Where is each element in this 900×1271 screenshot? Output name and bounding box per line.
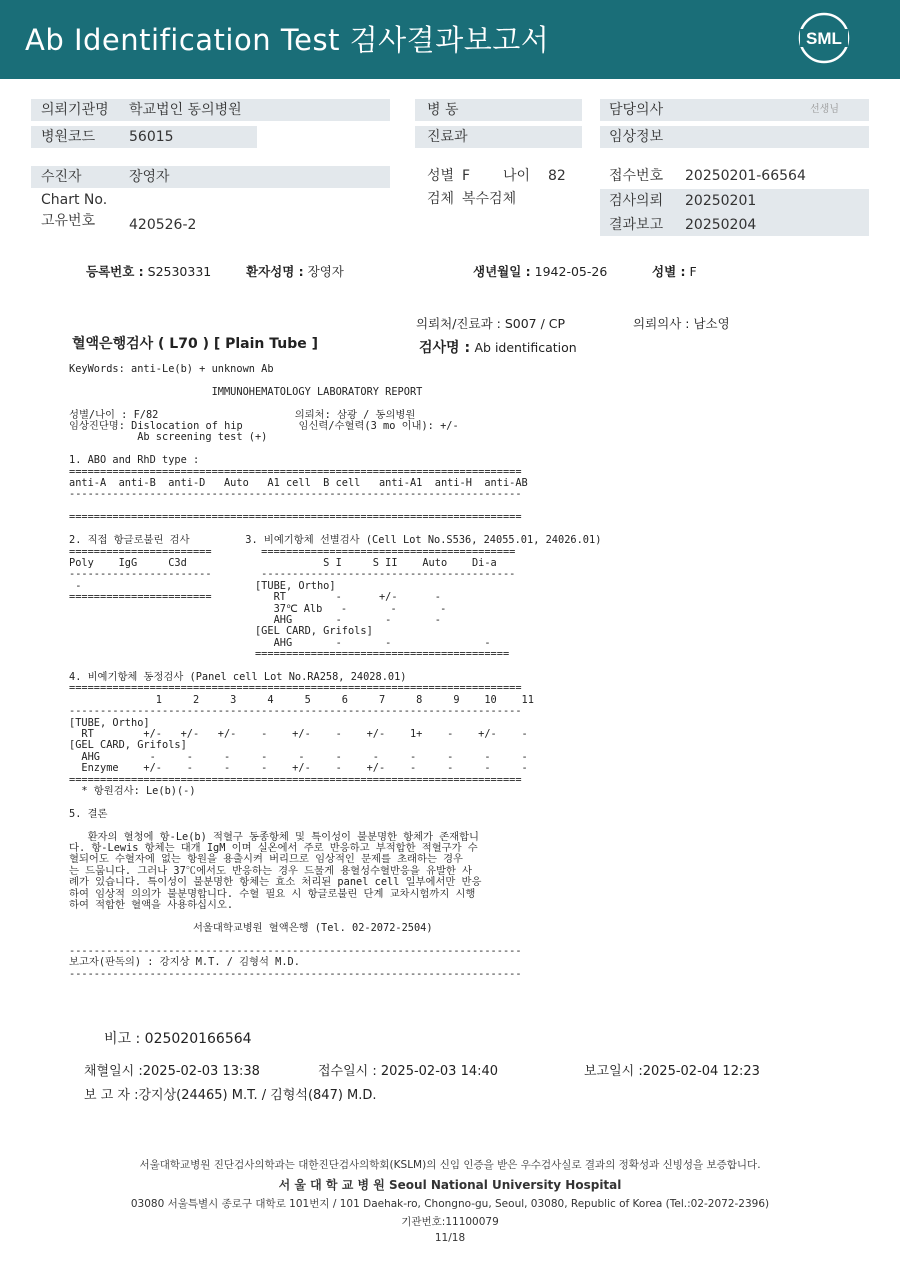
report-line: * 항원검사: Le(b)(-) — [69, 785, 196, 798]
test-method: 검사명 : Ab identification — [419, 340, 577, 356]
sml-logo-icon — [798, 12, 850, 64]
report-line — [69, 398, 601, 409]
report-line: 5. 결론 — [69, 807, 108, 820]
report-line: Poly IgG C3d S I S II Auto Di-a — [69, 556, 497, 569]
report-line: 례가 있습니다. 특이성이 불분명한 항체는 효소 처리된 panel cell 일부에서만 반응 — [69, 876, 482, 889]
report-line: ========================================================================= — [69, 773, 522, 786]
footer-address: 03080 서울특별시 종로구 대학로 101번지 / 101 Daehak-ro, Chongno-gu, Seoul, 03080, Republic of Korea (Tel.:02-2072-2396) — [130, 1198, 770, 1210]
report-line: ======================= ========================================= — [69, 545, 516, 558]
report-time: 보고일시 :2025-02-04 12:23 — [584, 1064, 760, 1079]
uid-value: 420526-2 — [129, 217, 197, 233]
patient-value: 장영자 — [129, 169, 170, 185]
receive-time: 접수일시 : 2025-02-03 14:40 — [318, 1064, 499, 1079]
report-title: Ab Identification Test 검사결과보고서 — [25, 23, 550, 57]
test-requester: 의뢰의사 : 남소영 — [633, 316, 730, 331]
footer-hospital-name: 서 울 대 학 교 병 원 Seoul National University Hospital — [278, 1178, 622, 1192]
reporter: 보 고 자 :강지상(24465) M.T. / 김형석(847) M.D. — [84, 1088, 377, 1103]
lab-report-body — [69, 364, 601, 980]
dept-label: 진료과 — [427, 129, 468, 145]
test-dept: 의뢰처/진료과 : S007 / CP — [416, 316, 566, 331]
report-value: 20250204 — [685, 217, 757, 233]
org-label: 의뢰기관명 — [41, 102, 109, 118]
report-line: [GEL CARD, Grifols] — [69, 625, 373, 638]
report-line — [69, 934, 601, 945]
report-line: 성별/나이 : F/82 의뢰처: 삼광 / 동의병원 — [69, 408, 416, 421]
chart-label: Chart No. — [41, 192, 108, 208]
report-line: Enzyme +/- - - - +/- - +/- - - - - — [69, 762, 528, 775]
report-line: ------------------------------------------------------------------------- — [69, 967, 522, 980]
page-number: 11/18 — [434, 1232, 466, 1244]
registration-number: 등록번호 : S2530331 — [86, 264, 212, 279]
registration-name: 환자성명 : 장영자 — [246, 264, 344, 279]
remark: 비고 : 025020166564 — [104, 1031, 252, 1047]
report-line: 보고자(판독의) : 강지상 M.T. / 김형석 M.D. — [69, 956, 300, 969]
code-label: 병원코드 — [41, 129, 96, 145]
date-box — [600, 189, 869, 236]
clinical-label: 임상정보 — [609, 129, 664, 145]
report-line: 다. 항-Lewis 항체는 대개 IgM 이며 실온에서 주로 반응하고 부적합한 적혈구가 수 — [69, 842, 478, 855]
dept-row — [415, 126, 582, 148]
age-value: 82 — [548, 168, 566, 184]
report-line: anti-A anti-B anti-D Auto A1 cell B cell anti-A1 anti-H anti-AB — [69, 477, 528, 490]
report-line — [69, 820, 601, 831]
org-value: 학교법인 동의병원 — [129, 102, 242, 118]
report-line: AHG - - - - - - - - - - - — [69, 750, 528, 763]
specimen-value: 복수검체 — [462, 191, 517, 207]
registration-dob: 생년월일 : 1942-05-26 — [473, 264, 608, 279]
report-line: ========================================================================= — [69, 511, 522, 524]
report-line: 임상진단명: Dislocation of hip 임신력/수혈력(3 mo 이내): +/- — [69, 420, 459, 433]
report-line: 환자의 혈청에 항-Le(b) 적혈구 동종항체 및 특이성이 불분명한 항체가 존재합니 — [69, 830, 479, 843]
footer-certification: 서울대학교병원 진단검사의학과는 대한진단검사의학회(KSLM)의 신임 인증을 받은 우수검사실로 결과의 정확성과 신빙성을 보증합니다. — [139, 1159, 761, 1171]
report-line: 하여 적합한 혈액을 사용하십시오. — [69, 899, 234, 912]
report-line: AHG - - - — [69, 636, 491, 649]
clinical-row — [600, 126, 869, 148]
report-line: [TUBE, Ortho] — [69, 716, 150, 729]
patient-label: 수진자 — [41, 169, 82, 185]
report-header — [0, 0, 900, 79]
code-value: 56015 — [129, 129, 174, 145]
doctor-label: 담당의사 — [609, 102, 664, 118]
footer-institution-number: 기관번호:11100079 — [401, 1216, 499, 1228]
report-line: [GEL CARD, Grifols] — [69, 739, 187, 752]
report-line: 는 드뭅니다. 그러나 37℃에서도 반응하는 경우 드물게 용혈성수혈반응을 유발한 사 — [69, 864, 472, 877]
report-line: ----------------------- ----------------------------------------- — [69, 568, 516, 581]
report-line: ------------------------------------------------------------------------- — [69, 944, 522, 957]
request-value: 20250201 — [685, 193, 757, 209]
code-row — [31, 126, 257, 148]
report-line: RT +/- +/- +/- - +/- - +/- 1+ - +/- - — [69, 728, 528, 740]
accession-label: 접수번호 — [609, 168, 664, 184]
report-line: 4. 비예기항체 동정검사 (Panel cell Lot No.RA258, 24028.01) — [69, 670, 407, 683]
specimen-label: 검체 — [427, 191, 455, 207]
age-label: 나이 — [503, 168, 531, 184]
report-line: AHG - - - — [69, 613, 441, 626]
report-line: 혈되어도 수혈자에 없는 항원을 용출시켜 버리므로 임상적인 문제를 초래하는 경우 — [69, 853, 463, 866]
report-line: ========================================================================= — [69, 682, 522, 695]
report-line: 하여 임상적 의의가 불분명합니다. 수혈 필요 시 항글로불린 단계 교차시험까지 시행 — [69, 887, 476, 900]
report-line: ------------------------------------------------------------------------- — [69, 705, 522, 718]
org-row — [31, 99, 390, 121]
report-line: ========================================================================= — [69, 465, 522, 478]
report-line — [69, 797, 601, 808]
collect-time: 채혈일시 :2025-02-03 13:38 — [84, 1064, 260, 1079]
accession-value: 20250201-66564 — [685, 168, 806, 184]
test-name: 혈액은행검사 ( L70 ) [ Plain Tube ] — [72, 336, 319, 352]
report-line: ------------------------------------------------------------------------- — [69, 488, 522, 501]
report-label: 결과보고 — [609, 217, 664, 233]
report-line: IMMUNOHEMATOLOGY LABORATORY REPORT — [69, 385, 423, 398]
uid-label: 고유번호 — [41, 213, 96, 229]
ward-row — [415, 99, 582, 121]
doctor-suffix: 선생님 — [810, 104, 839, 115]
report-line: ======================= RT - +/- - — [69, 591, 441, 604]
report-line: Ab screening test (+) — [69, 431, 268, 444]
report-line: 1. ABO and RhD type : — [69, 454, 200, 467]
doctor-row — [600, 99, 869, 121]
report-line: 서울대학교병원 혈액은행 (Tel. 02-2072-2504) — [69, 921, 433, 934]
sex-value: F — [462, 168, 471, 184]
report-line: 1 2 3 4 5 6 7 8 9 10 11 — [69, 693, 534, 706]
report-line: KeyWords: anti-Le(b) + unknown Ab — [69, 363, 274, 375]
ward-label: 병 동 — [427, 102, 459, 118]
patient-row — [31, 166, 390, 188]
sex-label: 성별 — [427, 168, 455, 184]
report-line: - [TUBE, Ortho] — [69, 579, 336, 592]
svg-text:SML: SML — [806, 29, 842, 48]
report-line: 2. 직접 항글로불린 검사 3. 비예기항체 선별검사 (Cell Lot No.S536, 24055.01, 24026.01) — [69, 534, 602, 547]
report-line: ========================================= — [69, 648, 510, 661]
request-label: 검사의뢰 — [609, 193, 664, 209]
report-line: 37℃ Alb - - - — [69, 602, 447, 615]
registration-sex: 성별 : F — [652, 264, 697, 279]
